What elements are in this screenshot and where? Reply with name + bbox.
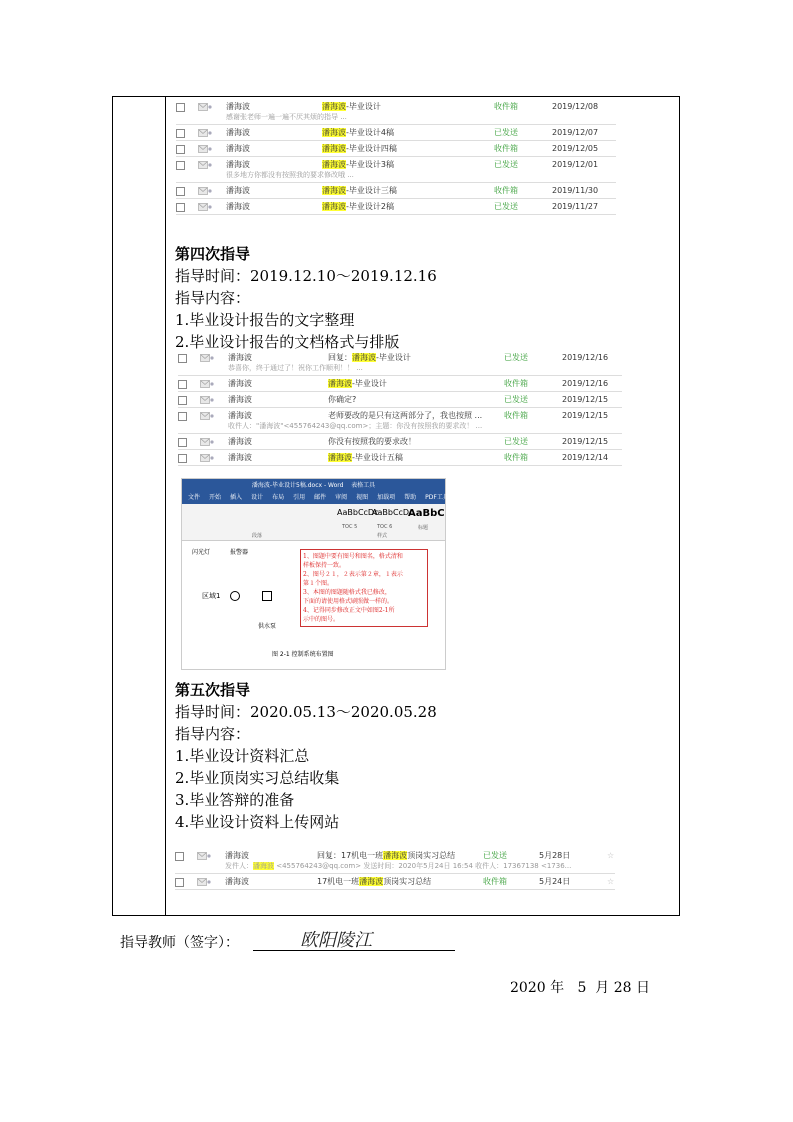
envelope-icon: [197, 878, 211, 886]
mail-subject: 回复：17机电一班潘海波顶岗实习总结: [317, 851, 456, 860]
word-screenshot: [181, 478, 530, 670]
mail-date: 2019/12/05: [552, 144, 599, 153]
envelope-icon: [200, 454, 214, 462]
section-5-item: 2.毕业顶岗实习总结收集: [175, 769, 340, 787]
mail-date: 2019/12/15: [562, 437, 609, 446]
mail-row[interactable]: [178, 394, 622, 406]
envelope-icon: [198, 103, 212, 111]
mail-row-divider: [176, 214, 616, 215]
mail-folder: 收件箱: [504, 453, 528, 462]
star-icon[interactable]: ☆: [607, 851, 615, 860]
mail-subject: 回复：潘海波-毕业设计: [328, 353, 411, 362]
mail-folder: 已发送: [494, 128, 518, 137]
mail-row-divider: [176, 140, 616, 141]
mail-folder: 已发送: [504, 437, 528, 446]
word-comment-note: [300, 549, 428, 627]
mail-date: 2019/12/16: [562, 379, 609, 388]
mail-checkbox[interactable]: [175, 878, 184, 887]
section-4-heading: 第四次指导: [175, 245, 251, 263]
envelope-icon: [200, 412, 214, 420]
word-tab[interactable]: 邮件: [314, 494, 327, 501]
envelope-icon: [198, 187, 212, 195]
mail-sender: 潘海波: [228, 453, 252, 462]
signature-date: 2020 年 5 月 28 日: [510, 980, 651, 996]
mail-folder: 收件箱: [483, 877, 507, 886]
mail-date: 2019/11/27: [552, 202, 599, 211]
word-tab[interactable]: 审阅: [335, 494, 348, 501]
word-tab[interactable]: PDF工具集: [425, 494, 455, 501]
mail-subject: 潘海波-毕业设计3稿: [322, 160, 394, 169]
mail-checkbox[interactable]: [176, 187, 185, 196]
section-5-time: 指导时间：2020.05.13～2020.05.28: [175, 703, 437, 721]
mail-sender: 潘海波: [226, 202, 250, 211]
mail-sender: 潘海波: [228, 437, 252, 446]
mail-subject: 潘海波-毕业设计五稿: [328, 453, 403, 462]
section-5-content-label: 指导内容：: [175, 725, 251, 743]
word-tab[interactable]: 布局: [517, 494, 530, 501]
mail-folder: 已发送: [504, 395, 528, 404]
mail-row-divider: [178, 391, 622, 392]
section-5: [175, 679, 437, 833]
mail-date: 2019/11/30: [552, 186, 599, 195]
mail-row[interactable]: [176, 201, 616, 213]
envelope-icon: [197, 852, 211, 860]
mail-sender: 潘海波: [226, 128, 250, 137]
mail-folder: 收件箱: [494, 102, 518, 111]
mail-row-divider: [178, 375, 622, 376]
mail-sender: 潘海波: [226, 186, 250, 195]
mail-preview: 感谢张老师一遍一遍不厌其烦的指导 ...: [226, 113, 347, 121]
word-tab[interactable]: 视图: [356, 494, 369, 501]
mail-folder: 已发送: [494, 202, 518, 211]
mail-row[interactable]: [176, 127, 616, 139]
envelope-icon: [198, 145, 212, 153]
mail-sender: 潘海波: [226, 144, 250, 153]
mail-checkbox[interactable]: [176, 129, 185, 138]
mail-sender: 潘海波: [228, 395, 252, 404]
mail-sender: 潘海波: [228, 379, 252, 388]
handwritten-signature: 欧阳陵江: [300, 930, 372, 951]
word-tab[interactable]: 布局: [272, 494, 285, 501]
mail-sender: 潘海波: [226, 160, 250, 169]
word-tab[interactable]: 设计: [496, 494, 509, 501]
mail-date: 2019/12/15: [562, 395, 609, 404]
table-column-divider: [165, 97, 166, 915]
envelope-icon: [200, 438, 214, 446]
note-line: 2、图号２１，２表示第２章，１表示: [303, 571, 403, 578]
mail-checkbox[interactable]: [178, 396, 187, 405]
mail-folder: 已发送: [494, 160, 518, 169]
note-line: 下面的请使用格式刷照做一样的。: [303, 598, 394, 605]
note-line: 第１个图。: [303, 580, 334, 587]
envelope-icon: [200, 354, 214, 362]
mail-date: 5月28日: [539, 851, 571, 860]
mail-checkbox[interactable]: [176, 145, 185, 154]
word-ribbon-tabs: [182, 492, 530, 504]
mail-row[interactable]: [178, 452, 622, 464]
mail-row[interactable]: [178, 436, 622, 448]
mail-row-divider: [175, 873, 615, 874]
word-title-bar: 潘海波-毕业设计5稿.docx - Word 表格工具: [182, 479, 445, 492]
section-4-item: 1.毕业设计报告的文字整理: [175, 311, 355, 329]
mail-subject: 17机电一班潘海波顶岗实习总结: [317, 877, 432, 886]
mail-folder: 收件箱: [504, 379, 528, 388]
mail-subject: 潘海波-毕业设计: [322, 102, 381, 111]
mail-row-divider: [178, 407, 622, 408]
mail-checkbox[interactable]: [178, 354, 187, 363]
section-4: [175, 243, 437, 353]
mail-folder: 收件箱: [494, 144, 518, 153]
mail-row[interactable]: [178, 378, 622, 390]
mail-subject: 潘海波-毕业设计: [328, 379, 387, 388]
mail-checkbox[interactable]: [176, 103, 185, 112]
mail-date: 5月24日: [539, 877, 571, 886]
mail-row[interactable]: [176, 185, 616, 197]
mail-date: 2019/12/16: [562, 353, 609, 362]
mail-preview: 收件人："潘海波"<455764243@qq.com>；主题：你没有按照我的要求改！ ...: [228, 422, 483, 430]
mail-preview: 发件人：潘海波 <455764243@qq.com> 发送时间：2020年5月24日 16:54 收件人：17367138 <1736...: [225, 862, 572, 870]
note-line: 3、本图的图题随格式我已修改，: [303, 589, 391, 596]
envelope-icon: [198, 161, 212, 169]
word-tab[interactable]: 加载项: [377, 494, 396, 501]
word-tab[interactable]: 开始: [209, 494, 222, 501]
mail-checkbox[interactable]: [178, 380, 187, 389]
mail-date: 2019/12/01: [552, 160, 599, 169]
mail-checkbox[interactable]: [178, 438, 187, 447]
mail-preview: 很多地方你都没有按照我的要求修改哦 ...: [226, 171, 354, 179]
mail-row[interactable]: [175, 876, 615, 888]
mail-checkbox[interactable]: [176, 203, 185, 212]
mail-date: 2019/12/08: [552, 102, 599, 111]
word-tab[interactable]: 帮助: [404, 494, 417, 501]
star-icon[interactable]: ☆: [607, 877, 615, 886]
mail-row-divider: [176, 156, 616, 157]
mail-row-divider: [178, 449, 622, 450]
mail-subject: 潘海波-毕业设计2稿: [322, 202, 394, 211]
section-4-item: 2.毕业设计报告的文档格式与排版: [175, 333, 400, 351]
mail-subject: 潘海波-毕业设计4稿: [322, 128, 394, 137]
section-5-item: 3.毕业答辩的准备: [175, 791, 295, 809]
mail-sender: 潘海波: [225, 877, 249, 886]
envelope-icon: [200, 396, 214, 404]
section-4-content-label: 指导内容：: [175, 289, 251, 307]
teacher-signature-label: 指导教师（签字）：: [120, 935, 239, 951]
mail-row-divider: [176, 182, 616, 183]
envelope-icon: [198, 203, 212, 211]
mail-sender: 潘海波: [225, 851, 249, 860]
mail-subject: 老师要改的是只有这两部分了，我也按照 ...: [328, 411, 483, 420]
mail-row-divider: [175, 889, 615, 890]
word-ribbon: AaBbCcDc TOC 5 AaBbCcDc TOC 6 AaBbC 标题 段落 样式: [182, 504, 445, 541]
mail-sender: 潘海波: [228, 411, 252, 420]
note-line: 样板保持一致。: [303, 562, 346, 569]
mail-folder: 已发送: [504, 353, 528, 362]
envelope-icon: [200, 380, 214, 388]
mail-checkbox[interactable]: [178, 454, 187, 463]
mail-checkbox[interactable]: [178, 412, 187, 421]
mail-folder: 已发送: [483, 851, 507, 860]
word-document-body: 闪光灯 报警器 区域1 供水泵 图 2-1 控制系统布置图 1、图题中要有图号和图名，格式清和 样板保持一致。 2、图号２１，２表示第２章，１表示 第１个图。 3、本图的图题随格式我已修改， 下面的请使用格式刷照做一样的。 4、记得同步修改正文中如图2-1所 示中的图号。: [182, 541, 445, 669]
mail-date: 2019/12/07: [552, 128, 599, 137]
mail-checkbox[interactable]: [175, 852, 184, 861]
mail-subject: 潘海波-毕业设计四稿: [322, 144, 397, 153]
section-4-time: 指导时间：2019.12.10～2019.12.16: [175, 267, 437, 285]
mail-sender: 潘海波: [228, 353, 252, 362]
mail-preview: 恭喜你，终于通过了！祝你工作顺利！！ ...: [228, 364, 363, 372]
section-5-item: 1.毕业设计资料汇总: [175, 747, 310, 765]
section-5-heading: 第五次指导: [175, 681, 251, 699]
mail-row-divider: [176, 124, 616, 125]
word-tab[interactable]: 设计: [251, 494, 264, 501]
word-tab[interactable]: 插入: [230, 494, 243, 501]
mail-sender: 潘海波: [226, 102, 250, 111]
mail-row[interactable]: [176, 143, 616, 155]
section-5-item: 4.毕业设计资料上传网站: [175, 813, 340, 831]
mail-row-divider: [176, 198, 616, 199]
mail-checkbox[interactable]: [176, 161, 185, 170]
mail-folder: 收件箱: [504, 411, 528, 420]
word-tab[interactable]: 文件: [188, 494, 201, 501]
note-line: 1、图题中要有图号和图名，格式清和: [303, 553, 403, 560]
mail-subject: 潘海波-毕业设计三稿: [322, 186, 397, 195]
mail-date: 2019/12/15: [562, 411, 609, 420]
envelope-icon: [198, 129, 212, 137]
mail-row-divider: [178, 433, 622, 434]
mail-row-divider: [178, 465, 622, 466]
mail-subject: 你确定?: [328, 395, 357, 404]
mail-subject: 你没有按照我的要求改！: [328, 437, 416, 446]
note-line: 4、记得同步修改正文中如图2-1所: [303, 607, 395, 614]
mail-folder: 收件箱: [494, 186, 518, 195]
word-tab[interactable]: 百度网盘: [463, 494, 488, 501]
word-tab[interactable]: 引用: [293, 494, 306, 501]
note-line: 示中的图号。: [303, 616, 340, 623]
mail-date: 2019/12/14: [562, 453, 609, 462]
